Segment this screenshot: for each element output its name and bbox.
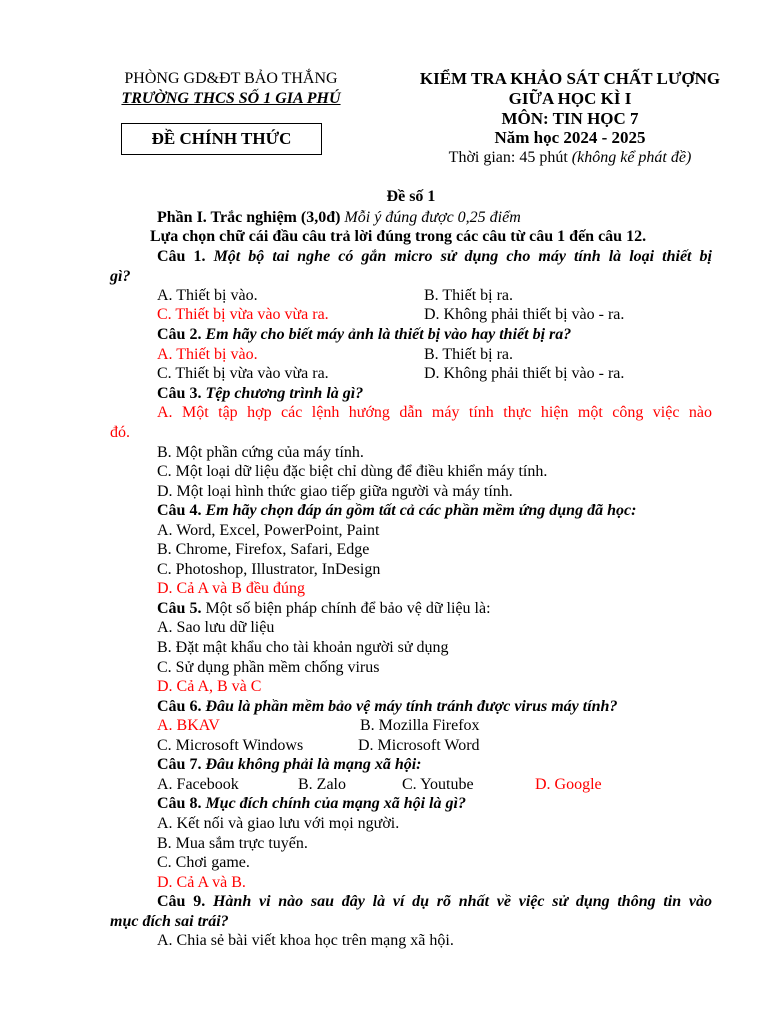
exam-duration bbox=[395, 148, 745, 167]
part1-title bbox=[157, 208, 521, 227]
q1-option-c-correct: C. Thiết bị vừa vào vừa ra. bbox=[157, 306, 329, 323]
q9-option-a: A. Chia sẻ bài viết khoa học trên mạng xã hội. bbox=[157, 932, 454, 949]
q2-option-a-correct: A. Thiết bị vào. bbox=[157, 346, 258, 363]
question-label: Câu 1. bbox=[157, 248, 214, 265]
question-8 bbox=[157, 794, 466, 813]
question-label: Câu 8. bbox=[157, 795, 206, 812]
question-text: Một số biện pháp chính để bảo vệ dữ liệu là: bbox=[205, 600, 491, 617]
question-label: Câu 2. bbox=[157, 326, 206, 343]
q2-option-d: D. Không phải thiết bị vào - ra. bbox=[424, 365, 625, 382]
q5-option-c: C. Sử dụng phần mềm chống virus bbox=[157, 659, 380, 676]
question-4 bbox=[157, 501, 636, 520]
official-exam-label: ĐỀ CHÍNH THỨC bbox=[151, 129, 292, 148]
exam-subject: MÔN: TIN HỌC 7 bbox=[501, 109, 639, 128]
question-6 bbox=[157, 697, 617, 716]
q8-option-d-correct: D. Cả A và B. bbox=[157, 874, 246, 891]
q7-option-a: A. Facebook bbox=[157, 776, 239, 793]
exam-term: GIỮA HỌC KÌ I bbox=[508, 89, 632, 108]
question-text: Em hãy chọn đáp án gồm tất cả các phần mềm ứng dụng đã học: bbox=[205, 502, 637, 519]
question-1-continued: gì? bbox=[110, 268, 131, 285]
question-label: Câu 4. bbox=[157, 502, 206, 519]
question-label: Câu 5. bbox=[157, 600, 206, 617]
part1-scoring-note: Mỗi ý đúng được 0,25 điểm bbox=[344, 209, 521, 226]
q3-option-a-correct: A. Một tập hợp các lệnh hướng dẫn máy tính thực hiện một công việc nào bbox=[157, 404, 712, 421]
exam-code: Đề số 1 bbox=[386, 188, 436, 205]
q4-option-a: A. Word, Excel, PowerPoint, Paint bbox=[157, 522, 380, 539]
q5-option-b: B. Đặt mật khẩu cho tài khoản người sử dụng bbox=[157, 639, 449, 656]
part1-heading: Phần I. Trắc nghiệm (3,0đ) bbox=[157, 209, 345, 226]
q8-option-b: B. Mua sắm trực tuyến. bbox=[157, 835, 308, 852]
q4-option-c: C. Photoshop, Illustrator, InDesign bbox=[157, 561, 381, 578]
q3-option-d: D. Một loại hình thức giao tiếp giữa người và máy tính. bbox=[157, 483, 513, 500]
question-2 bbox=[157, 325, 571, 344]
part1-instruction: Lựa chọn chữ cái đầu câu trả lời đúng trong các câu từ câu 1 đến câu 12. bbox=[150, 228, 647, 245]
q3-option-a-continued: đó. bbox=[110, 424, 130, 441]
q6-option-a-correct: A. BKAV bbox=[157, 717, 220, 734]
school-year: Năm học 2024 - 2025 bbox=[494, 128, 646, 147]
question-text: Đâu không phải là mạng xã hội: bbox=[205, 756, 422, 773]
question-text: Đâu là phần mềm bảo vệ máy tính tránh được virus máy tính? bbox=[205, 698, 618, 715]
q5-option-d-correct: D. Cả A, B và C bbox=[157, 678, 262, 695]
question-label: Câu 9. bbox=[157, 893, 213, 910]
q4-option-d-correct: D. Cả A và B đều đúng bbox=[157, 580, 305, 597]
q7-option-d-correct: D. Google bbox=[535, 776, 602, 793]
q1-option-d: D. Không phải thiết bị vào - ra. bbox=[424, 306, 625, 323]
question-text: Mục đích chính của mạng xã hội là gì? bbox=[205, 795, 466, 812]
q3-option-b: B. Một phần cứng của máy tính. bbox=[157, 444, 364, 461]
question-label: Câu 3. bbox=[157, 385, 206, 402]
question-label: Câu 7. bbox=[157, 756, 206, 773]
department-name: PHÒNG GD&ĐT BẢO THẮNG bbox=[124, 70, 338, 87]
school-name: TRƯỜNG THCS SỐ 1 GIA PHÚ bbox=[121, 90, 341, 107]
q6-option-b: B. Mozilla Firefox bbox=[360, 717, 480, 734]
q1-option-a: A. Thiết bị vào. bbox=[157, 287, 258, 304]
q5-option-a: A. Sao lưu dữ liệu bbox=[157, 619, 275, 636]
q1-option-b: B. Thiết bị ra. bbox=[424, 287, 514, 304]
question-7 bbox=[157, 755, 422, 774]
question-text: Em hãy cho biết máy ảnh là thiết bị vào hay thiết bị ra? bbox=[205, 326, 572, 343]
question-text: Tệp chương trình là gì? bbox=[205, 385, 364, 402]
q2-option-b: B. Thiết bị ra. bbox=[424, 346, 514, 363]
q6-option-c: C. Microsoft Windows bbox=[157, 737, 304, 754]
q6-option-d: D. Microsoft Word bbox=[358, 737, 480, 754]
question-label: Câu 6. bbox=[157, 698, 206, 715]
q4-option-b: B. Chrome, Firefox, Safari, Edge bbox=[157, 541, 370, 558]
q7-option-c: C. Youtube bbox=[402, 776, 474, 793]
q3-option-c: C. Một loại dữ liệu đặc biệt chỉ dùng để điều khiển máy tính. bbox=[157, 463, 548, 480]
question-text: Một bộ tai nghe có gắn micro sử dụng cho máy tính là loại thiết bị bbox=[213, 248, 713, 265]
official-exam-box bbox=[121, 123, 322, 155]
question-text: Hành vi nào sau đây là ví dụ rõ nhất về việc sử dụng thông tin vào bbox=[212, 893, 713, 910]
question-9-continued: mục đích sai trái? bbox=[110, 913, 229, 930]
question-9 bbox=[157, 892, 712, 911]
duration-label: Thời gian: 45 phút bbox=[448, 149, 572, 166]
q7-option-b: B. Zalo bbox=[298, 776, 346, 793]
q2-option-c: C. Thiết bị vừa vào vừa ra. bbox=[157, 365, 329, 382]
question-5 bbox=[157, 599, 491, 618]
exam-title: KIỂM TRA KHẢO SÁT CHẤT LƯỢNG bbox=[419, 69, 721, 88]
duration-note: (không kể phát đề) bbox=[571, 149, 692, 166]
question-3 bbox=[157, 384, 363, 403]
q8-option-c: C. Chơi game. bbox=[157, 854, 250, 871]
q8-option-a: A. Kết nối và giao lưu với mọi người. bbox=[157, 815, 400, 832]
question-1 bbox=[157, 247, 712, 266]
